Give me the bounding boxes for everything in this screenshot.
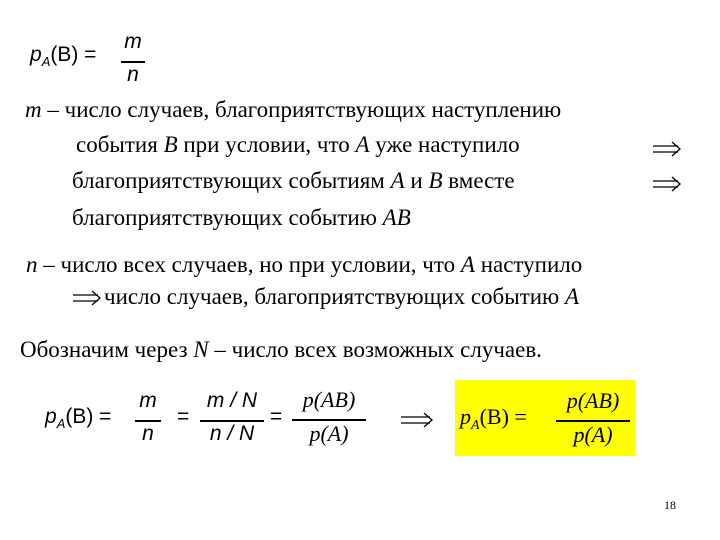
highlighted-formula-lhs: $p_A(B)$ = xyxy=(460,404,527,433)
line-1-text: – число случаев, благоприятствующих наступлению xyxy=(41,97,562,122)
top-formula-p: p xyxy=(30,43,42,66)
bottom-formula-lhs: $p_A(B)$ = xyxy=(45,405,112,431)
top-formula-fraction xyxy=(121,30,145,92)
page-number: 18 xyxy=(664,498,676,512)
line-1 xyxy=(25,96,561,124)
line-5: n – число всех случаев, но при условии, что A наступило xyxy=(26,252,583,277)
top-formula-sub: A xyxy=(41,54,51,69)
top-formula xyxy=(30,43,96,67)
bottom-fraction-1: m n xyxy=(135,389,161,451)
bottom-eq-1: = xyxy=(177,405,190,428)
bottom-fraction-3: p(AB) p(A) xyxy=(292,387,366,451)
top-formula-arg: (B) = xyxy=(50,43,97,66)
implies-arrow-icon xyxy=(652,176,682,192)
highlighted-fraction: p(AB) p(A) xyxy=(556,388,630,452)
line-6: число случаев, благоприятствующих событию A xyxy=(104,284,580,309)
line-1-var-m: m xyxy=(25,97,42,122)
top-fraction-denominator: n xyxy=(127,63,139,86)
bottom-eq-2: = xyxy=(270,405,283,428)
top-fraction-numerator: m xyxy=(124,30,142,53)
implies-arrow-icon xyxy=(72,290,102,306)
implies-arrow-icon xyxy=(400,412,434,428)
line-3: благоприятствующих событиям A и B вместе xyxy=(72,168,515,193)
bottom-fraction-2: m / N n / N xyxy=(200,389,264,451)
line-7: Обозначим через N – число всех возможных случаев. xyxy=(20,337,542,362)
line-4: благоприятствующих событию AB xyxy=(72,205,411,230)
line-2: события B при условии, что A уже наступило xyxy=(76,132,520,157)
implies-arrow-icon xyxy=(652,141,682,157)
